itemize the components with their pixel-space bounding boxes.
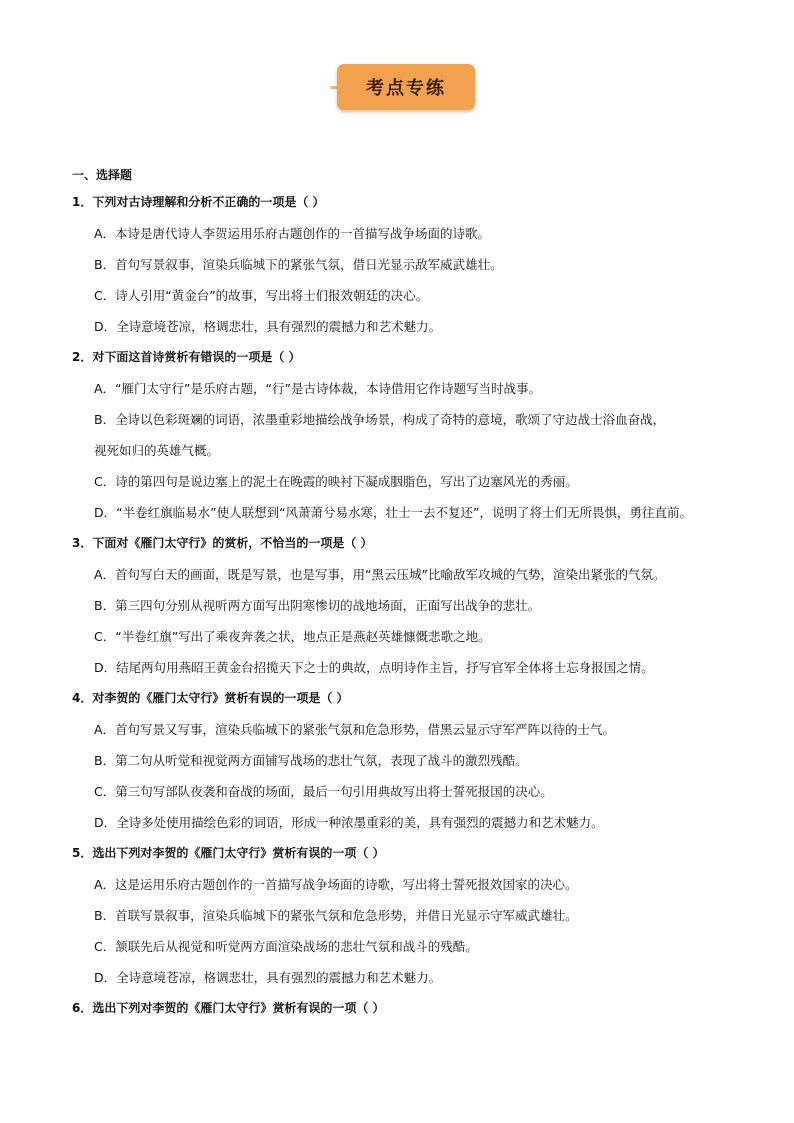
option-a: A．首句写景又写事，渲染兵临城下的紧张气氛和危急形势，借黑云显示守军严阵以待的士气。 (94, 722, 616, 737)
question-1-stem: 1．下列对古诗理解和分析不正确的一项是（ ） (72, 195, 325, 209)
question-6-stem: 6．选出下列对李贺的《雁门太守行》赏析有误的一项（ ） (72, 1001, 385, 1015)
question-4-stem: 4．对李贺的《雁门太守行》赏析有误的一项是（ ） (72, 691, 349, 705)
option-d: D．全诗多处使用描绘色彩的词语，形成一种浓墨重彩的美，具有强烈的震撼力和艺术魅力。 (94, 815, 604, 830)
option-d: D．结尾两句用燕昭王黄金台招揽天下之士的典故，点明诗作主旨，抒写官军全体将士忘身报国之情。 (94, 660, 654, 675)
section-title: 一、选择题 (72, 168, 133, 182)
option-d: D．“半卷红旗临易水”使人联想到“风萧萧兮易水寒，壮士一去不复还”，说明了将士们无所畏惧，勇往直前。 (94, 505, 693, 520)
option-c: C．第三句写部队夜袭和奋战的场面，最后一句引用典故写出将士誓死报国的决心。 (94, 784, 553, 799)
option-b: B．第三四句分别从视听两方面写出阴寒惨切的战地场面，正面写出战争的悲壮。 (94, 598, 541, 613)
option-a: A．“雁门太守行”是乐府古题，“行”是古诗体裁，本诗借用它作诗题写当时战事。 (94, 381, 541, 396)
option-a: A．本诗是唐代诗人李贺运用乐府古题创作的一首描写战争场面的诗歌。 (94, 226, 491, 241)
option-b-line1: B．全诗以色彩斑斓的词语，浓墨重彩地描绘战争场景，构成了奇特的意境，歌颂了守边战士浴血奋战， (94, 412, 666, 427)
option-b: B．第二句从听觉和视觉两方面铺写战场的悲壮气氛，表现了战斗的激烈残酷。 (94, 753, 528, 768)
option-b: B．首联写景叙事，渲染兵临城下的紧张气氛和危急形势，并借日光显示守军威武雄壮。 (94, 908, 578, 923)
worksheet-content (72, 160, 752, 1024)
question-3-stem: 3．下面对《雁门太守行》的赏析，不恰当的一项是（ ） (72, 536, 373, 550)
option-a: A．首句写白天的画面，既是写景，也是写事，用“黑云压城”比喻敌军攻城的气势，渲染出紧张的气氛。 (94, 567, 666, 582)
question-3-options (94, 559, 752, 683)
question-5-options (94, 869, 752, 993)
question-5-stem: 5．选出下列对李贺的《雁门太守行》赏析有误的一项（ ） (72, 846, 385, 860)
option-b-line2: 视死如归的英雄气概。 (94, 443, 220, 458)
question-2-stem: 2．对下面这首诗赏析有错误的一项是（ ） (72, 350, 301, 364)
question-1-options (94, 218, 752, 342)
option-c: C．诗的第四句是说边塞上的泥土在晚霞的映衬下凝成胭脂色，写出了边塞风光的秀丽。 (94, 474, 578, 489)
option-b (94, 404, 752, 466)
option-c: C．诗人引用“黄金台”的故事，写出将士们报效朝廷的决心。 (94, 288, 429, 303)
title-banner-area (0, 64, 794, 112)
option-d: D．全诗意境苍凉，格调悲壮，具有强烈的震撼力和艺术魅力。 (94, 319, 442, 334)
option-a: A．这是运用乐府古题创作的一首描写战争场面的诗歌，写出将士誓死报效国家的决心。 (94, 877, 578, 892)
title-banner: 考点专练 (337, 64, 475, 110)
question-2-options (94, 373, 752, 528)
option-c: C．“半卷红旗”写出了乘夜奔袭之状，地点正是燕赵英雄慷慨悲歌之地。 (94, 629, 491, 644)
option-b: B．首句写景叙事，渲染兵临城下的紧张气氛，借日光显示敌军威武雄壮。 (94, 257, 503, 272)
question-4-options (94, 714, 752, 838)
option-d: D．全诗意境苍凉，格调悲壮，具有强烈的震撼力和艺术魅力。 (94, 970, 442, 985)
option-c: C．颔联先后从视觉和听觉两方面渲染战场的悲壮气氛和战斗的残酷。 (94, 939, 478, 954)
